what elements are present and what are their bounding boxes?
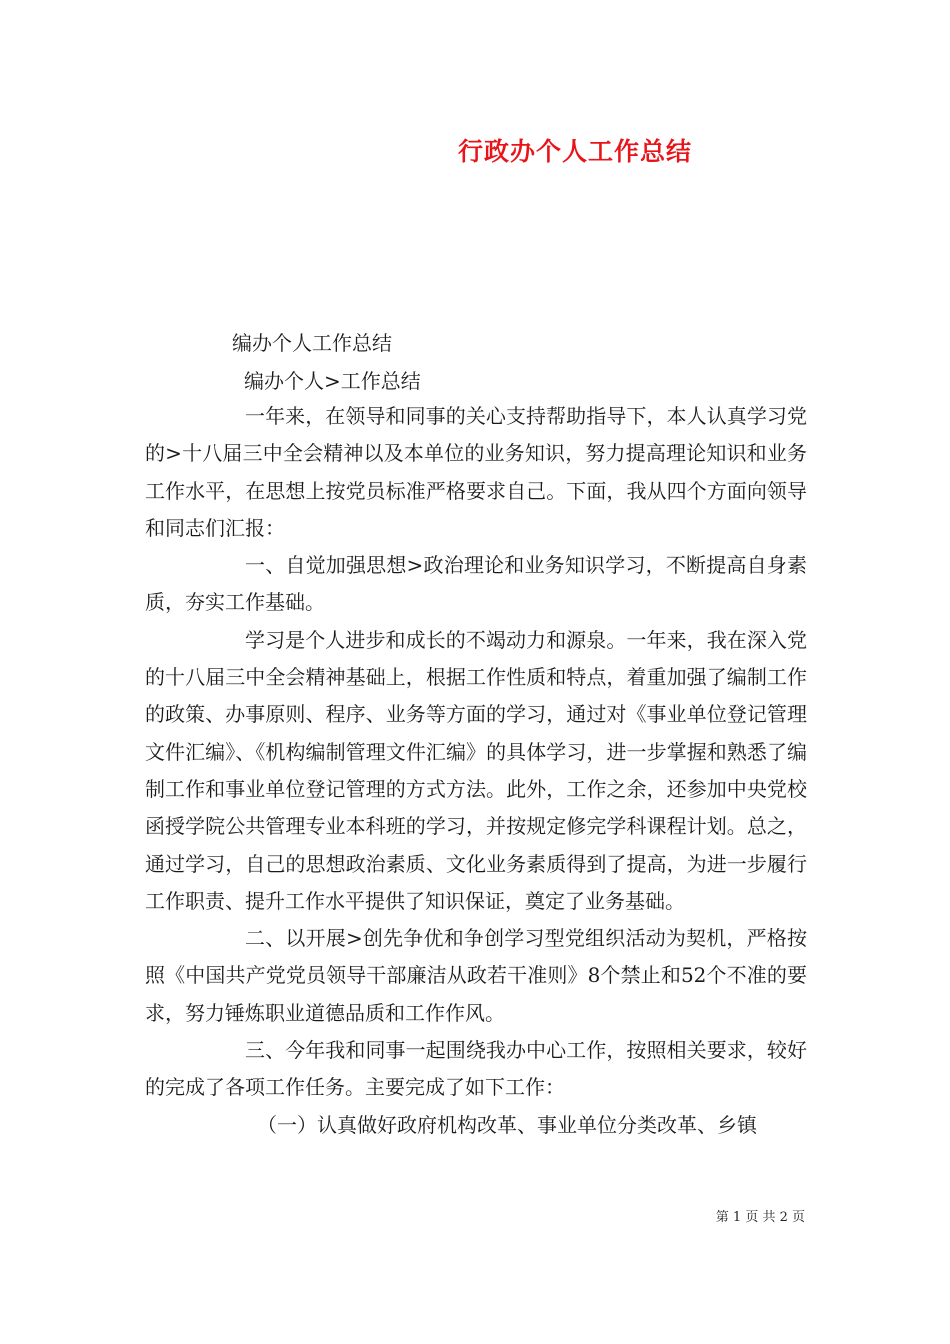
- document-title: 行政办个人工作总结: [457, 137, 692, 166]
- paragraph-item-1: （一）认真做好政府机构改革、事业单位分类改革、乡镇: [257, 1112, 757, 1137]
- paragraph-section-2: 二、以开展>创先争优和争创学习型党组织活动为契机，严格按照《中国共产党党员领导干部廉洁从政若干准则》8个禁止和52个不准的要求，努力锤炼职业道德品质和工作作风。: [145, 926, 807, 1025]
- page-footer: 第 1 页 共 2 页: [715, 1210, 805, 1225]
- paragraph-section-3: 三、今年我和同事一起围绕我办中心工作，按照相关要求，较好的完成了各项工作任务。主要完成了如下工作：: [145, 1038, 807, 1100]
- paragraph-intro: 一年来，在领导和同事的关心支持帮助指导下，本人认真学习党的>十八届三中全会精神以及本单位的业务知识，努力提高理论知识和业务工作水平，在思想上按党员标准严格要求自己。下面，我从四个方面向领导和同志们汇报：: [145, 404, 807, 540]
- subtitle-2: 编办个人>工作总结: [244, 369, 421, 393]
- paragraph-study: 学习是个人进步和成长的不竭动力和源泉。一年来，我在深入党的十八届三中全会精神基础上，根据工作性质和特点，着重加强了编制工作的政策、办事原则、程序、业务等方面的学习，通过对《事业单位登记管理文件汇编》、《机构编制管理文件汇编》的具体学习，进一步掌握和熟悉了编制工作和事业单位登记管理的方式方法。此外，工作之余，还参加中央党校函授学院公共管理专业本科班的学习，并按规定修完学科课程计划。总之，通过学习，自己的思想政治素质、文化业务素质得到了提高，为进一步履行工作职责、提升工作水平提供了知识保证，奠定了业务基础。: [145, 627, 807, 913]
- paragraph-section-1: 一、自觉加强思想>政治理论和业务知识学习，不断提高自身素质，夯实工作基础。: [145, 553, 807, 615]
- document-body: [145, 398, 807, 1144]
- subtitle-1: 编办个人工作总结: [232, 331, 392, 355]
